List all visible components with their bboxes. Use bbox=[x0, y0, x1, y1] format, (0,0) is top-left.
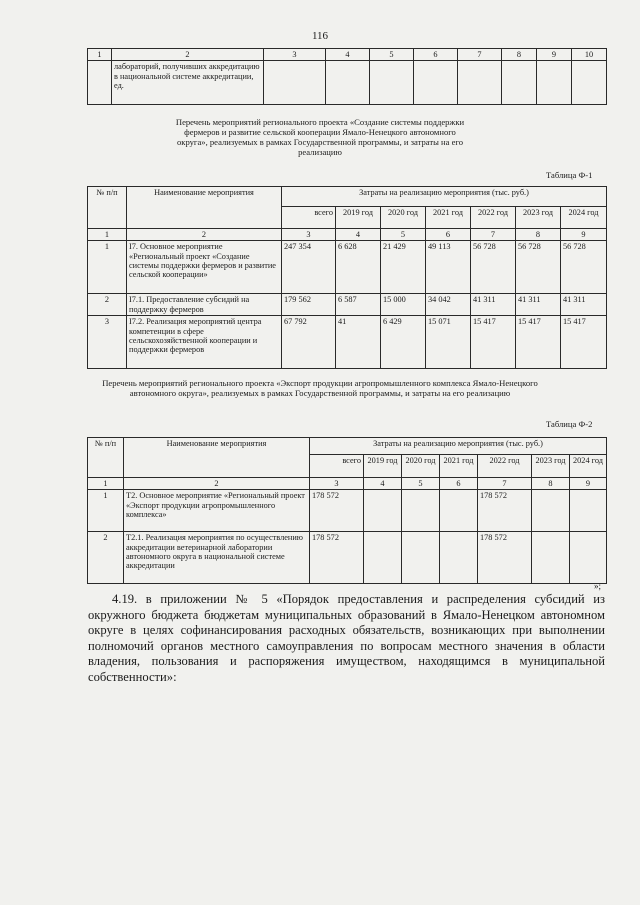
col-costs-header: Затраты на реализацию мероприятия (тыс. руб.) bbox=[282, 187, 607, 207]
year-header: 2023 год bbox=[532, 455, 570, 478]
year-header: 2020 год bbox=[402, 455, 440, 478]
year-header: 2021 год bbox=[440, 455, 478, 478]
table-row: 2 Т2.1. Реализация мероприятия по осуществлению аккредитации ветеринарной лаборатории автономного округа в национальной системе аккредитации 178 572 178 572 bbox=[88, 532, 607, 584]
header-cell: 6 bbox=[414, 49, 458, 61]
table-row: 1 Т2. Основное мероприятие «Региональный проект «Экспорт продукции агропромышленного комплекса» 178 572 178 572 bbox=[88, 490, 607, 532]
page-number: 116 bbox=[311, 30, 329, 42]
header-cell: 7 bbox=[458, 49, 502, 61]
year-header: 2020 год bbox=[381, 207, 426, 229]
continuation-text: лабораторий, получивших аккредитацию в национальной системе аккредитации, ед. bbox=[112, 61, 264, 105]
table-row: 3 I7.2. Реализация мероприятий центра компетенции в сфере сельскохозяйственной кооперации и поддержки фермеров 67 792 41 6 429 15 071 15 417 15 417 15 417 bbox=[88, 316, 607, 369]
row-name: Т2.1. Реализация мероприятия по осуществлению аккредитации ветеринарной лаборатории автономного округа в национальной системе аккредитации bbox=[124, 532, 310, 584]
year-header: 2024 год bbox=[561, 207, 607, 229]
year-header: 2022 год bbox=[478, 455, 532, 478]
year-header: 2019 год bbox=[364, 455, 402, 478]
header-cell: 2 bbox=[112, 49, 264, 61]
table-f2-caption: Перечень мероприятий регионального проекта «Экспорт продукции агропромышленного комплекса Ямало-Ненецкого автономного округа», реализуемых в рамках Государственной программы, и затраты на его реализацию bbox=[102, 378, 538, 399]
table-f2 bbox=[87, 437, 607, 584]
table-f2-label: Таблица Ф-2 bbox=[546, 419, 593, 429]
row-name: I7.2. Реализация мероприятий центра компетенции в сфере сельскохозяйственной кооперации и поддержки фермеров bbox=[127, 316, 282, 369]
header-cell: 3 bbox=[264, 49, 326, 61]
year-header: 2023 год bbox=[516, 207, 561, 229]
row-name: Т2. Основное мероприятие «Региональный проект «Экспорт продукции агропромышленного комплекса» bbox=[124, 490, 310, 532]
quote-end: »; bbox=[594, 581, 602, 591]
col-total-header: всего bbox=[310, 455, 364, 478]
col-name-header: Наименование мероприятия bbox=[127, 187, 282, 229]
table-f2-index-row: 1 2 3 4 5 6 7 8 9 bbox=[88, 478, 607, 490]
year-header: 2019 год bbox=[336, 207, 381, 229]
table-f1-header-row bbox=[88, 187, 607, 207]
row-name: I7.1. Предоставление субсидий на поддержку фермеров bbox=[127, 294, 282, 316]
row-name: I7. Основное мероприятие «Региональный проект «Создание системы поддержки фермеров и развитие сельской кооперации» bbox=[127, 241, 282, 294]
header-cell: 4 bbox=[326, 49, 370, 61]
body-paragraph: 4.19. в приложении № 5 «Порядок предоставления и распределения субсидий из окружного бюджета бюджетам муниципальных образований в Ямало-Ненецком автономном округе в целях софинансирования расходных обязательств, возникающих при выполнении полномочий органов местного самоуправления по вопросам местного значения в области владения, пользования и распоряжения имуществом, находящимся в муниципальной собственности»: bbox=[88, 592, 605, 684]
header-cell: 5 bbox=[370, 49, 414, 61]
header-cell: 1 bbox=[88, 49, 112, 61]
table-row: 1 I7. Основное мероприятие «Региональный проект «Создание системы поддержки фермеров и развитие сельской кооперации» 247 354 6 628 21 429 49 113 56 728 56 728 56 728 bbox=[88, 241, 607, 294]
table-f1-label: Таблица Ф-1 bbox=[546, 170, 593, 180]
col-num-header: № п/п bbox=[88, 438, 124, 478]
table-row: 2 I7.1. Предоставление субсидий на поддержку фермеров 179 562 6 587 15 000 34 042 41 311 41 311 41 311 bbox=[88, 294, 607, 316]
table-f2-header-row bbox=[88, 438, 607, 455]
header-cell: 9 bbox=[537, 49, 572, 61]
year-header: 2021 год bbox=[426, 207, 471, 229]
year-header: 2024 год bbox=[570, 455, 607, 478]
header-cell: 10 bbox=[572, 49, 607, 61]
header-cell: 8 bbox=[502, 49, 537, 61]
continuation-table bbox=[87, 48, 607, 105]
col-costs-header: Затраты на реализацию мероприятия (тыс. руб.) bbox=[310, 438, 607, 455]
table-f1 bbox=[87, 186, 607, 369]
table-f1-caption: Перечень мероприятий регионального проекта «Создание системы поддержки фермеров и развитие сельской кооперации Ямало-Ненецкого автономного округа», реализуемых в рамках Государственной программы, и затраты на его реализацию bbox=[175, 117, 465, 158]
continuation-header-row bbox=[88, 49, 607, 61]
table-f1-index-row: 1 2 3 4 5 6 7 8 9 bbox=[88, 229, 607, 241]
col-total-header: всего bbox=[282, 207, 336, 229]
col-num-header: № п/п bbox=[88, 187, 127, 229]
year-header: 2022 год bbox=[471, 207, 516, 229]
continuation-row bbox=[88, 61, 607, 105]
col-name-header: Наименование мероприятия bbox=[124, 438, 310, 478]
